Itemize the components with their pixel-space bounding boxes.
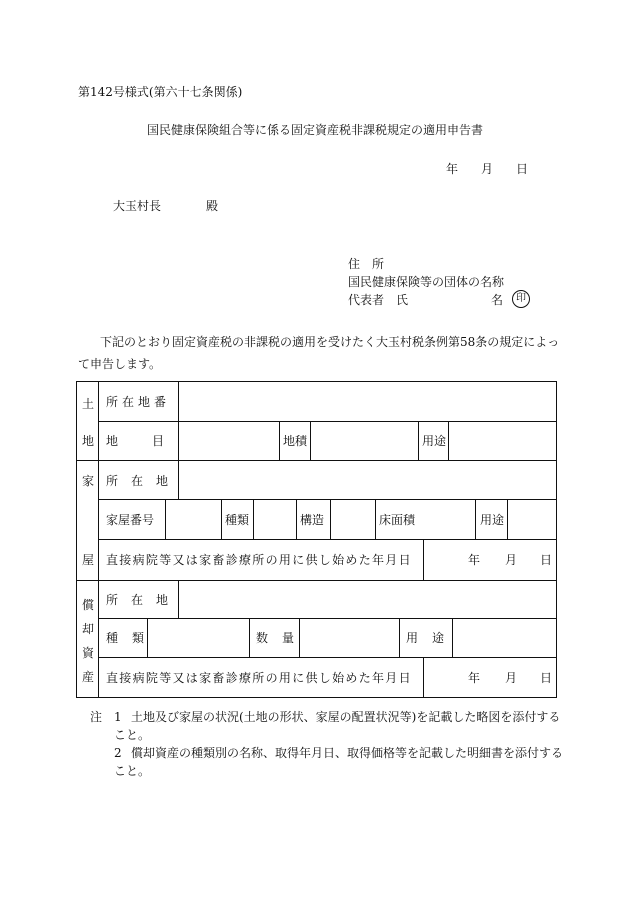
house-floor-area-label: 床面積 bbox=[379, 513, 416, 527]
representative-label: 代表者 氏 bbox=[348, 293, 409, 307]
notes-label: 注 bbox=[90, 710, 103, 724]
land-section-char-1: 土 bbox=[82, 397, 95, 411]
land-category-label: 地目 bbox=[106, 434, 199, 448]
form-number: 第142号様式(第六十七条関係) bbox=[78, 85, 243, 99]
house-month-label: 月 bbox=[505, 553, 518, 567]
date-month-label: 月 bbox=[481, 162, 494, 176]
date-year-label: 年 bbox=[446, 162, 459, 176]
note-2-continued: こと。 bbox=[114, 764, 151, 778]
depreciable-section-char-1: 償 bbox=[82, 598, 95, 612]
house-day-label: 日 bbox=[540, 553, 553, 567]
note-1-text: 土地及び家屋の状況(土地の形状、家屋の配置状況等)を記載した略図を添付する bbox=[131, 710, 561, 724]
note-1-continued: こと。 bbox=[114, 728, 151, 742]
depreciable-kind-label: 種類 bbox=[106, 631, 159, 645]
depreciable-quantity-label: 数量 bbox=[256, 631, 309, 645]
seal-mark: 印 bbox=[512, 290, 530, 308]
house-year-label: 年 bbox=[468, 553, 481, 567]
note-1-number: 1 bbox=[114, 710, 122, 724]
page-title: 国民健康保険組合等に係る固定資産税非課税規定の適用申告書 bbox=[147, 123, 484, 137]
depreciable-use-label: 用途 bbox=[406, 631, 459, 645]
body-line-2: て申告します。 bbox=[78, 357, 162, 371]
depreciable-section-char-3: 資 bbox=[82, 646, 95, 660]
addressee: 大玉村長 bbox=[113, 199, 162, 213]
house-number-label: 家屋番号 bbox=[106, 513, 155, 527]
land-area-label: 地積 bbox=[283, 434, 308, 448]
house-structure-label: 構造 bbox=[300, 513, 325, 527]
note-2-text: 償却資産の種類別の名称、取得年月日、取得価格等を記載した明細書を添付する bbox=[131, 746, 564, 760]
house-use-label: 用途 bbox=[480, 513, 505, 527]
land-section-char-2: 地 bbox=[82, 434, 95, 448]
house-section-char-1: 家 bbox=[82, 474, 95, 488]
depreciable-month-label: 月 bbox=[505, 671, 518, 685]
address-label: 住 所 bbox=[348, 257, 385, 271]
depreciable-start-date-label: 直接病院等又は家畜診療所の用に供し始めた年月日 bbox=[106, 671, 412, 685]
depreciable-day-label: 日 bbox=[540, 671, 553, 685]
date-day-label: 日 bbox=[516, 162, 529, 176]
depreciable-section-char-4: 産 bbox=[82, 670, 95, 684]
name-label: 名 bbox=[491, 293, 504, 307]
house-type-label: 種類 bbox=[225, 513, 250, 527]
note-2-number: 2 bbox=[114, 746, 122, 760]
body-line-1: 下記のとおり固定資産税の非課税の適用を受けたく大玉村税条例第58条の規定によっ bbox=[100, 335, 560, 349]
house-start-date-label: 直接病院等又は家畜診療所の用に供し始めた年月日 bbox=[106, 553, 412, 567]
house-section-char-2: 屋 bbox=[82, 553, 95, 567]
depreciable-location-label: 所在地 bbox=[106, 593, 182, 607]
land-use-label: 用途 bbox=[422, 434, 447, 448]
org-name-label: 国民健康保険等の団体の名称 bbox=[348, 275, 505, 289]
depreciable-year-label: 年 bbox=[468, 671, 481, 685]
land-location-label: 所在地番 bbox=[106, 395, 171, 409]
honorific: 殿 bbox=[206, 199, 219, 213]
house-location-label: 所在地 bbox=[106, 474, 182, 488]
depreciable-section-char-2: 却 bbox=[82, 622, 95, 636]
